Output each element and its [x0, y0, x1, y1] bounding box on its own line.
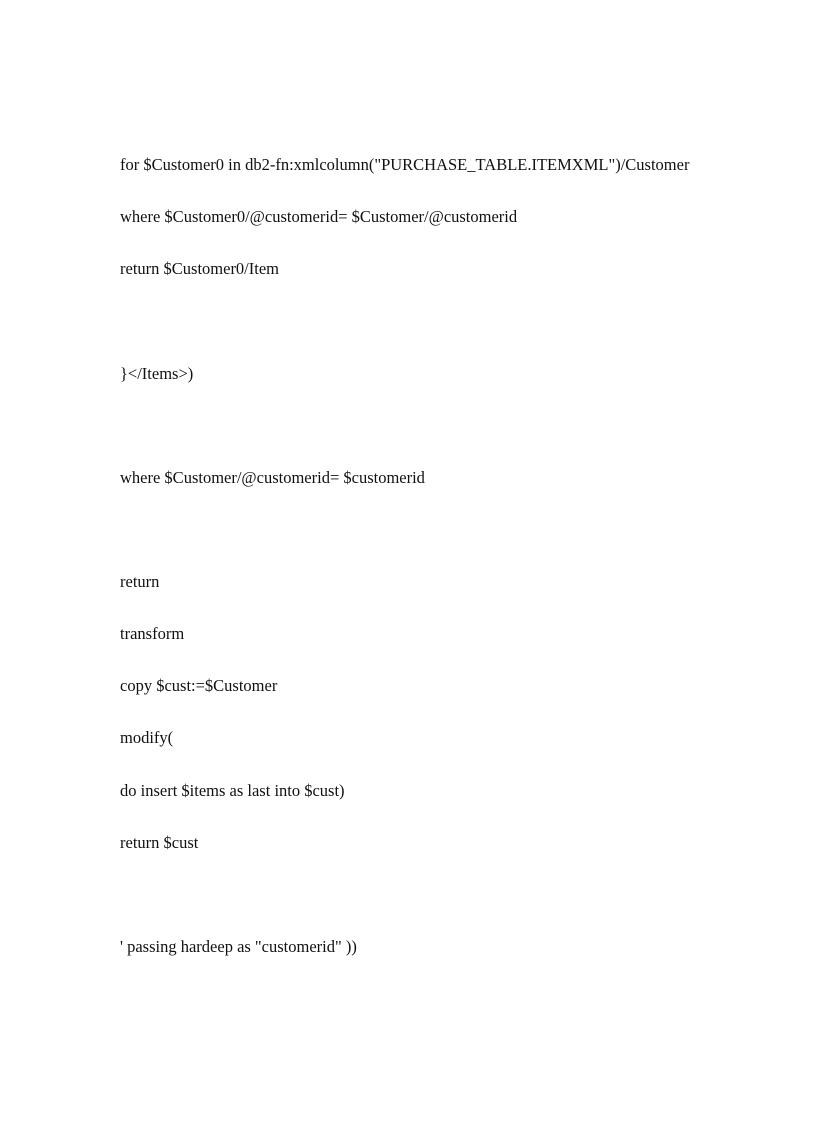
code-line-close-items: }</Items>): [120, 364, 194, 383]
code-line-transform: transform: [120, 624, 185, 643]
code-line-passing: ' passing hardeep as "customerid" )): [120, 937, 357, 956]
code-line-where-customerid: where $Customer/@customerid= $customerid: [120, 468, 425, 487]
code-line-copy: copy $cust:=$Customer: [120, 676, 278, 695]
code-line-modify: modify(: [120, 728, 174, 747]
code-line-do-insert: do insert $items as last into $cust): [120, 781, 345, 800]
code-line-for-customer0: for $Customer0 in db2-fn:xmlcolumn("PURCHASE_TABLE.ITEMXML")/Customer: [120, 155, 690, 174]
code-line-return-cust: return $cust: [120, 833, 199, 852]
code-line-return-item: return $Customer0/Item: [120, 259, 280, 278]
code-line-return: return: [120, 572, 160, 591]
code-line-where-customer0: where $Customer0/@customerid= $Customer/@customerid: [120, 207, 518, 226]
